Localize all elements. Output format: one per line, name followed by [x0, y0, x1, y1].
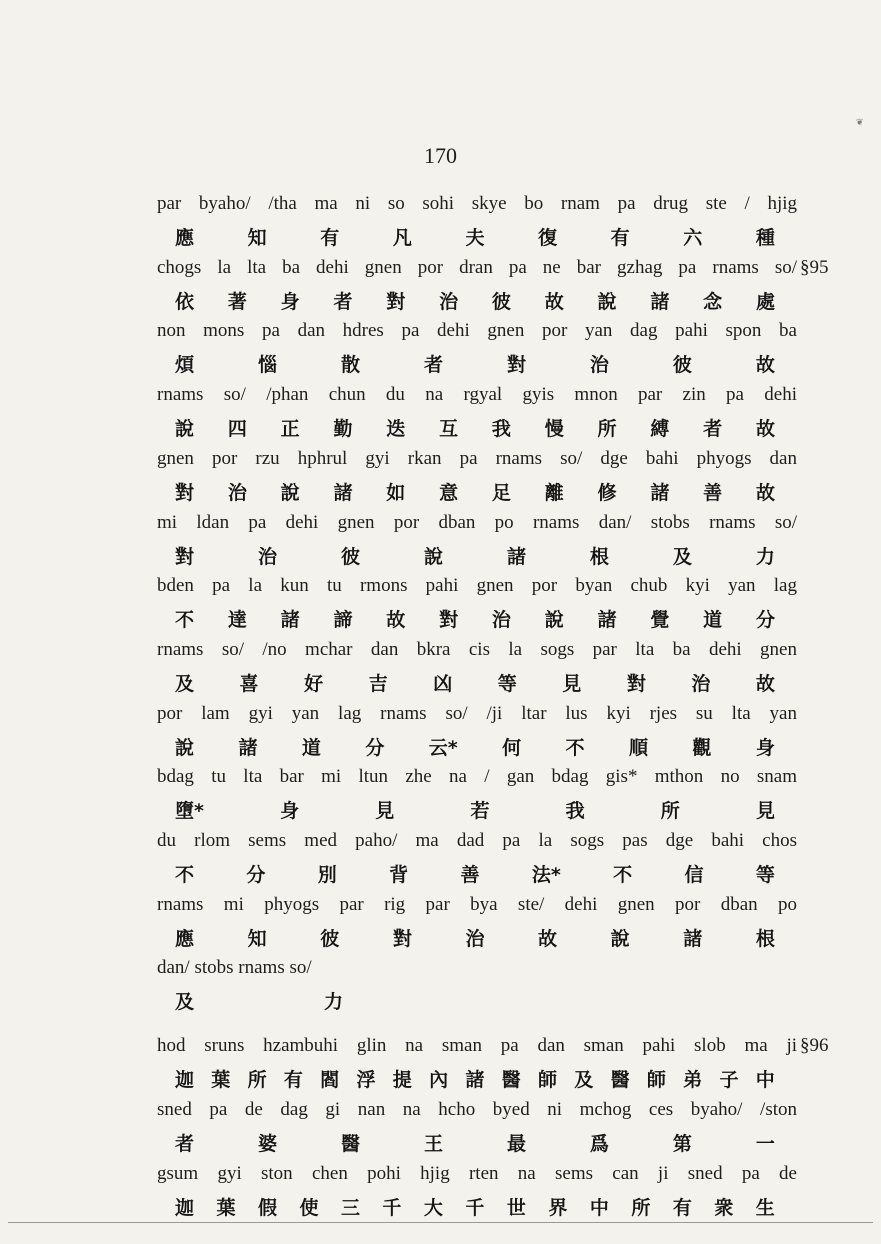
chinese-char: 離	[544, 481, 564, 504]
chinese-char: 故	[755, 418, 775, 441]
chinese-char: 不	[175, 864, 195, 886]
chinese-char: 有	[320, 227, 340, 249]
chinese-char: 千	[382, 1196, 402, 1219]
chinese-char: 治	[227, 481, 247, 504]
chinese-line	[175, 223, 775, 250]
tibetan-line: par byaho/ /tha ma ni so sohi skye bo rnam pa drug ste / hjig	[157, 193, 797, 214]
chinese-char: 治	[589, 354, 609, 377]
chinese-char: 故	[755, 354, 775, 377]
tibetan-line: dan/ stobs rnams so/	[157, 957, 312, 979]
chinese-char: 使	[299, 1196, 319, 1219]
tibetan-line: mi ldan pa dehi gnen por dban po rnams dan/ stobs rnams so/	[157, 511, 797, 533]
chinese-char: 有	[610, 227, 630, 249]
chinese-char: 千	[465, 1196, 485, 1219]
chinese-char: 散	[340, 354, 360, 377]
chinese-line	[175, 1129, 775, 1156]
margin-speck: ❦	[856, 118, 864, 128]
chinese-char: 治	[439, 290, 459, 313]
chinese-char: 不	[565, 736, 585, 759]
chinese-line	[175, 924, 775, 951]
chinese-char: 界	[548, 1196, 568, 1219]
chinese-char: 墮*	[175, 800, 204, 823]
chinese-char: 弟	[683, 1069, 703, 1092]
tibetan-line: sned pa de dag gi nan na hcho byed ni mchog ces byaho/ /ston	[157, 1098, 797, 1120]
chinese-char: 順	[628, 736, 648, 759]
chinese-char: 故	[755, 481, 775, 504]
chinese-char: 根	[589, 545, 609, 568]
chinese-char: 及	[574, 1069, 594, 1092]
chinese-char: 諸	[333, 481, 353, 504]
chinese-char: 大	[423, 1196, 443, 1219]
chinese-char: 處	[755, 290, 775, 313]
chinese-char: 及	[175, 672, 195, 695]
chinese-char: 對	[506, 354, 526, 377]
chinese-char: 對	[392, 927, 412, 950]
chinese-char: 慢	[544, 418, 564, 441]
tibetan-line: du rlom sems med paho/ ma dad pa la sogs pas dge bahi chos	[157, 830, 797, 851]
chinese-char: 諦	[333, 609, 353, 632]
chinese-char: 有	[672, 1196, 692, 1219]
chinese-char: 見	[375, 800, 395, 823]
chinese-char: 吉	[368, 672, 388, 695]
chinese-char: 如	[386, 481, 406, 504]
tibetan-line: non mons pa dan hdres pa dehi gnen por yan dag pahi spon ba	[157, 320, 797, 342]
chinese-char: 師	[537, 1069, 557, 1092]
chinese-line	[175, 796, 775, 823]
chinese-line	[175, 1065, 775, 1092]
chinese-char: 分	[365, 736, 385, 759]
chinese-char: 葉	[211, 1069, 231, 1092]
tibetan-line: hod sruns hzambuhi glin na sman pa dan sman pahi slob ma ji	[157, 1035, 797, 1057]
chinese-char: 觀	[692, 736, 712, 759]
chinese-char: 內	[429, 1069, 449, 1092]
chinese-char: 故	[544, 290, 564, 313]
chinese-char: 知	[247, 227, 267, 249]
chinese-char: 浮	[356, 1069, 376, 1092]
chinese-char: 醫	[340, 1132, 360, 1155]
chinese-char: 者	[423, 354, 443, 377]
chinese-char: 一	[755, 1132, 775, 1155]
chinese-line	[175, 605, 775, 632]
chinese-char: 所	[631, 1196, 651, 1219]
chinese-char: 者	[333, 290, 353, 313]
chinese-char: 所	[660, 800, 680, 823]
chinese-char: 凡	[392, 227, 412, 249]
chinese-char: 意	[439, 481, 459, 504]
chinese-char: 閻	[320, 1069, 340, 1092]
chinese-char: 云*	[428, 736, 458, 759]
chinese-char: 子	[719, 1069, 739, 1092]
tibetan-line: rnams so/ /no mchar dan bkra cis la sogs par lta ba dehi gnen	[157, 638, 797, 660]
chinese-char: 依	[175, 290, 195, 313]
chinese-char: 治	[691, 672, 711, 695]
chinese-char: 及	[672, 545, 692, 568]
tibetan-line: por lam gyi yan lag rnams so/ /ji ltar lus kyi rjes su lta yan	[157, 702, 797, 724]
chinese-char: 復	[538, 227, 558, 249]
chinese-char: 醫	[501, 1069, 521, 1092]
chinese-char: 背	[389, 864, 409, 886]
chinese-char: 達	[227, 609, 247, 632]
chinese-char: 善	[703, 481, 723, 504]
chinese-char: 等	[497, 672, 517, 695]
chinese-char: 勤	[333, 418, 353, 441]
chinese-char: 何	[502, 736, 522, 759]
chinese-char: 說	[544, 609, 564, 632]
chinese-char: 諸	[238, 736, 258, 759]
chinese-char: 法*	[531, 864, 561, 886]
chinese-char: 說	[175, 418, 195, 441]
chinese-line	[175, 287, 775, 314]
chinese-char: 覺	[650, 609, 670, 632]
chinese-char: 王	[423, 1132, 443, 1155]
chinese-char: 身	[280, 290, 300, 313]
chinese-char: 夫	[465, 227, 485, 249]
chinese-char: 惱	[257, 354, 277, 377]
chinese-char: 假	[257, 1196, 277, 1219]
chinese-char: 說	[280, 481, 300, 504]
chinese-char: 別	[317, 864, 337, 886]
chinese-char: 及	[175, 991, 195, 1014]
chinese-char: 諸	[683, 927, 703, 950]
chinese-char: 彼	[491, 290, 511, 313]
chinese-line	[175, 733, 775, 760]
chinese-char: 對	[439, 609, 459, 632]
chinese-char: 婆	[257, 1132, 277, 1155]
chinese-char: 道	[301, 736, 321, 759]
chinese-char: 應	[175, 227, 195, 249]
chinese-char: 諸	[280, 609, 300, 632]
chinese-char: 對	[175, 481, 195, 504]
chinese-char: 我	[565, 800, 585, 823]
chinese-char: 治	[491, 609, 511, 632]
tibetan-line: bdag tu lta bar mi ltun zhe na / gan bdag gis* mthon no snam	[157, 766, 797, 788]
chinese-char: 生	[755, 1196, 775, 1219]
chinese-char: 三	[340, 1196, 360, 1219]
chinese-char: 足	[491, 481, 511, 504]
chinese-line	[175, 987, 343, 1014]
chinese-char: 對	[626, 672, 646, 695]
chinese-char: 第	[672, 1132, 692, 1155]
chinese-char: 故	[538, 927, 558, 950]
chinese-line	[175, 542, 775, 569]
chinese-char: 著	[227, 290, 247, 313]
chinese-char: 彼	[672, 354, 692, 377]
tibetan-line: rnams so/ /phan chun du na rgyal gyis mnon par zin pa dehi	[157, 384, 797, 406]
chinese-char: 爲	[589, 1132, 609, 1155]
chinese-char: 諸	[506, 545, 526, 568]
tibetan-line: bden pa la kun tu rmons pahi gnen por byan chub kyi yan lag	[157, 575, 797, 597]
chinese-char: 最	[506, 1132, 526, 1155]
chinese-char: 煩	[175, 354, 195, 377]
chinese-char: 葉	[216, 1196, 236, 1219]
chinese-char: 說	[175, 736, 195, 759]
chinese-char: 對	[175, 545, 195, 568]
chinese-char: 根	[755, 927, 775, 950]
chinese-char: 身	[280, 800, 300, 823]
chinese-char: 不	[175, 609, 195, 632]
chinese-char: 衆	[714, 1196, 734, 1219]
chinese-char: 互	[439, 418, 459, 441]
chinese-char: 諸	[650, 290, 670, 313]
chinese-char: 提	[392, 1069, 412, 1092]
chinese-line	[175, 860, 775, 887]
chinese-char: 等	[755, 864, 775, 886]
chinese-char: 說	[610, 927, 630, 950]
chinese-char: 所	[597, 418, 617, 441]
chinese-char: 故	[755, 672, 775, 695]
chinese-char: 諸	[597, 609, 617, 632]
chinese-char: 迭	[386, 418, 406, 441]
chinese-char: 有	[283, 1069, 303, 1092]
chinese-char: 諸	[465, 1069, 485, 1092]
chinese-char: 我	[491, 418, 511, 441]
chinese-char: 中	[755, 1069, 775, 1092]
chinese-char: 者	[703, 418, 723, 441]
chinese-char: 者	[175, 1132, 195, 1155]
chinese-char: 凶	[433, 672, 453, 695]
chinese-char: 信	[684, 864, 704, 886]
chinese-char: 中	[589, 1196, 609, 1219]
chinese-char: 六	[683, 227, 703, 249]
chinese-char: 正	[280, 418, 300, 441]
tibetan-line: gnen por rzu hphrul gyi rkan pa rnams so/ dge bahi phyogs dan	[157, 447, 797, 469]
chinese-char: 所	[247, 1069, 267, 1092]
chinese-char: 故	[386, 609, 406, 632]
chinese-char: 修	[597, 481, 617, 504]
chinese-line	[175, 350, 775, 377]
chinese-char: 善	[460, 864, 480, 886]
bottom-rule	[8, 1222, 873, 1223]
chinese-char: 彼	[340, 545, 360, 568]
page-number: 170	[424, 143, 457, 168]
chinese-char: 對	[386, 290, 406, 313]
chinese-char: 治	[465, 927, 485, 950]
chinese-char: 迦	[175, 1069, 195, 1092]
chinese-char: 力	[755, 545, 775, 568]
chinese-char: 不	[613, 864, 633, 886]
chinese-char: 分	[246, 864, 266, 886]
chinese-char: 身	[755, 736, 775, 759]
chinese-char: 諸	[650, 481, 670, 504]
tibetan-line: chogs la lta ba dehi gnen por dran pa ne bar gzhag pa rnams so/	[157, 256, 797, 278]
chinese-char: 應	[175, 927, 195, 950]
chinese-char: 好	[304, 672, 324, 695]
chinese-char: 迦	[175, 1196, 195, 1219]
chinese-char: 力	[324, 991, 344, 1014]
chinese-char: 說	[423, 545, 443, 568]
chinese-char: 知	[247, 927, 267, 950]
chinese-line	[175, 1193, 775, 1220]
chinese-line	[175, 669, 775, 696]
chinese-char: 種	[755, 227, 775, 249]
tibetan-line: gsum gyi ston chen pohi hjig rten na sems can ji sned pa de	[157, 1162, 797, 1184]
section-marker: §96	[800, 1035, 829, 1057]
chinese-char: 師	[646, 1069, 666, 1092]
tibetan-line: rnams mi phyogs par rig par bya ste/ dehi gnen por dban po	[157, 893, 797, 915]
chinese-char: 縛	[650, 418, 670, 441]
chinese-char: 彼	[320, 927, 340, 950]
section-marker: §95	[800, 256, 829, 278]
chinese-char: 醫	[610, 1069, 630, 1092]
chinese-char: 見	[562, 672, 582, 695]
chinese-char: 道	[703, 609, 723, 632]
chinese-line	[175, 478, 775, 505]
chinese-char: 四	[227, 418, 247, 441]
chinese-char: 分	[755, 609, 775, 632]
chinese-char: 喜	[239, 672, 259, 695]
chinese-char: 治	[257, 545, 277, 568]
chinese-char: 念	[703, 290, 723, 313]
chinese-char: 若	[470, 800, 490, 823]
chinese-char: 見	[755, 800, 775, 823]
chinese-char: 世	[506, 1196, 526, 1219]
chinese-char: 說	[597, 290, 617, 313]
chinese-line	[175, 414, 775, 441]
